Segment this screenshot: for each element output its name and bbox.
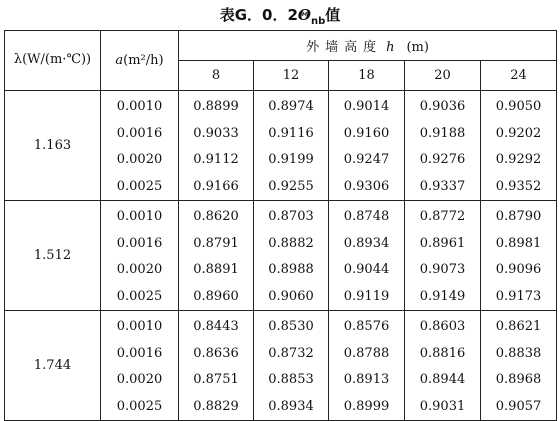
theta-value: 0.8772 (419, 209, 466, 224)
theta-value: 0.8751 (193, 372, 239, 387)
values-cell-h18 (329, 201, 405, 311)
theta-value: 0.8891 (193, 262, 239, 277)
theta-value: 0.8790 (495, 209, 542, 224)
theta-value: 0.9044 (343, 262, 390, 277)
theta-value: 0.8748 (343, 209, 390, 224)
theta-value: 0.9014 (343, 99, 390, 114)
theta-value: 0.9166 (193, 178, 239, 194)
theta-value: 0.8913 (343, 372, 390, 387)
theta-value: 0.9160 (343, 125, 390, 141)
title-subscript: nb (310, 16, 326, 27)
theta-value: 0.9096 (495, 262, 542, 277)
theta-value: 0.9057 (495, 398, 542, 414)
values-cell-h12 (254, 311, 329, 421)
a-column-header (101, 31, 179, 91)
theta-value: 0.8816 (419, 345, 466, 361)
a-values-cell (101, 91, 179, 201)
theta-value: 0.8944 (419, 372, 466, 387)
values-cell-h18 (329, 311, 405, 421)
wall-height-label: 外墙高度 (306, 40, 383, 55)
a-value: 0.0010 (116, 99, 163, 114)
theta-value: 0.8882 (268, 235, 314, 251)
theta-value: 0.9033 (193, 125, 239, 141)
a-value: 0.0025 (116, 178, 163, 194)
theta-value: 0.8829 (193, 398, 239, 414)
theta-value: 0.9188 (419, 125, 466, 141)
theta-value: 0.8988 (268, 262, 314, 277)
values-cell-h24 (481, 91, 557, 201)
theta-value: 0.8603 (419, 319, 466, 334)
theta-value: 0.9292 (495, 152, 542, 167)
theta-value: 0.8934 (343, 235, 390, 251)
table-row (5, 91, 557, 201)
theta-value: 0.9247 (343, 152, 390, 167)
theta-value: 0.8443 (193, 319, 239, 334)
theta-value: 0.8961 (419, 235, 466, 251)
values-cell-h8 (179, 201, 254, 311)
table-title (0, 2, 560, 28)
values-cell-h20 (405, 311, 481, 421)
theta-value: 0.8981 (495, 235, 542, 251)
theta-nb-table (4, 30, 557, 421)
table-row (5, 311, 557, 421)
theta-value: 0.8636 (193, 345, 239, 361)
a-value: 0.0016 (116, 345, 163, 361)
theta-value: 0.8621 (495, 319, 542, 334)
lambda-column-header: λ(W/(m·℃)) (5, 31, 101, 91)
theta-value: 0.9337 (419, 178, 466, 194)
title-suffix: 值 (325, 6, 341, 24)
theta-value: 0.9119 (343, 288, 390, 304)
theta-value: 0.8703 (268, 209, 314, 224)
lambda-cell: 1.512 (5, 201, 101, 311)
theta-value: 0.9306 (343, 178, 390, 194)
theta-value: 0.8853 (268, 372, 314, 387)
theta-value: 0.9116 (268, 125, 314, 141)
theta-value: 0.9060 (268, 288, 314, 304)
theta-value: 0.8791 (193, 235, 239, 251)
theta-value: 0.8530 (268, 319, 314, 334)
theta-value: 0.9073 (419, 262, 466, 277)
lambda-cell: 1.163 (5, 91, 101, 201)
a-value: 0.0020 (116, 262, 163, 277)
a-value: 0.0016 (116, 125, 163, 141)
a-values-cell (101, 201, 179, 311)
values-cell-h20 (405, 201, 481, 311)
theta-value: 0.8576 (343, 319, 390, 334)
theta-value: 0.8620 (193, 209, 239, 224)
height-header-12: 12 (254, 61, 329, 91)
table-body (5, 91, 557, 421)
theta-value: 0.8934 (268, 398, 314, 414)
wall-height-header (179, 31, 557, 61)
title-symbol: Θ (297, 6, 311, 24)
theta-value: 0.8788 (343, 345, 390, 361)
theta-value: 0.9112 (193, 152, 239, 167)
theta-value: 0.9031 (419, 398, 466, 414)
values-cell-h20 (405, 91, 481, 201)
theta-value: 0.8960 (193, 288, 239, 304)
theta-value: 0.9036 (419, 99, 466, 114)
theta-value: 0.9199 (268, 152, 314, 167)
theta-value: 0.8838 (495, 345, 542, 361)
values-cell-h12 (254, 201, 329, 311)
theta-value: 0.8999 (343, 398, 390, 414)
values-cell-h12 (254, 91, 329, 201)
height-unit: (m) (406, 40, 429, 55)
theta-value: 0.9255 (268, 178, 314, 194)
a-value: 0.0020 (116, 372, 163, 387)
values-cell-h24 (481, 311, 557, 421)
a-value: 0.0016 (116, 235, 163, 251)
a-value: 0.0025 (116, 288, 163, 304)
a-value: 0.0025 (116, 398, 163, 414)
height-header-18: 18 (329, 61, 405, 91)
theta-value: 0.9173 (495, 288, 542, 304)
values-cell-h8 (179, 91, 254, 201)
height-header-24: 24 (481, 61, 557, 91)
theta-value: 0.9050 (495, 99, 542, 114)
a-value: 0.0010 (116, 209, 163, 224)
height-header-8: 8 (179, 61, 254, 91)
values-cell-h8 (179, 311, 254, 421)
height-header-20: 20 (405, 61, 481, 91)
theta-value: 0.8732 (268, 345, 314, 361)
a-unit: (m²/h) (123, 53, 164, 68)
a-value: 0.0020 (116, 152, 163, 167)
theta-value: 0.9276 (419, 152, 466, 167)
theta-value: 0.8899 (193, 99, 239, 114)
a-values-cell (101, 311, 179, 421)
values-cell-h24 (481, 201, 557, 311)
theta-value: 0.9352 (495, 178, 542, 194)
theta-value: 0.9149 (419, 288, 466, 304)
a-variable: a (115, 53, 124, 68)
height-variable: h (386, 40, 395, 55)
title-prefix: 表G．0．2 (219, 6, 298, 24)
theta-value: 0.8974 (268, 99, 314, 114)
theta-value: 0.8968 (495, 372, 542, 387)
lambda-cell: 1.744 (5, 311, 101, 421)
a-value: 0.0010 (116, 319, 163, 334)
table-row (5, 201, 557, 311)
theta-value: 0.9202 (495, 125, 542, 141)
values-cell-h18 (329, 91, 405, 201)
